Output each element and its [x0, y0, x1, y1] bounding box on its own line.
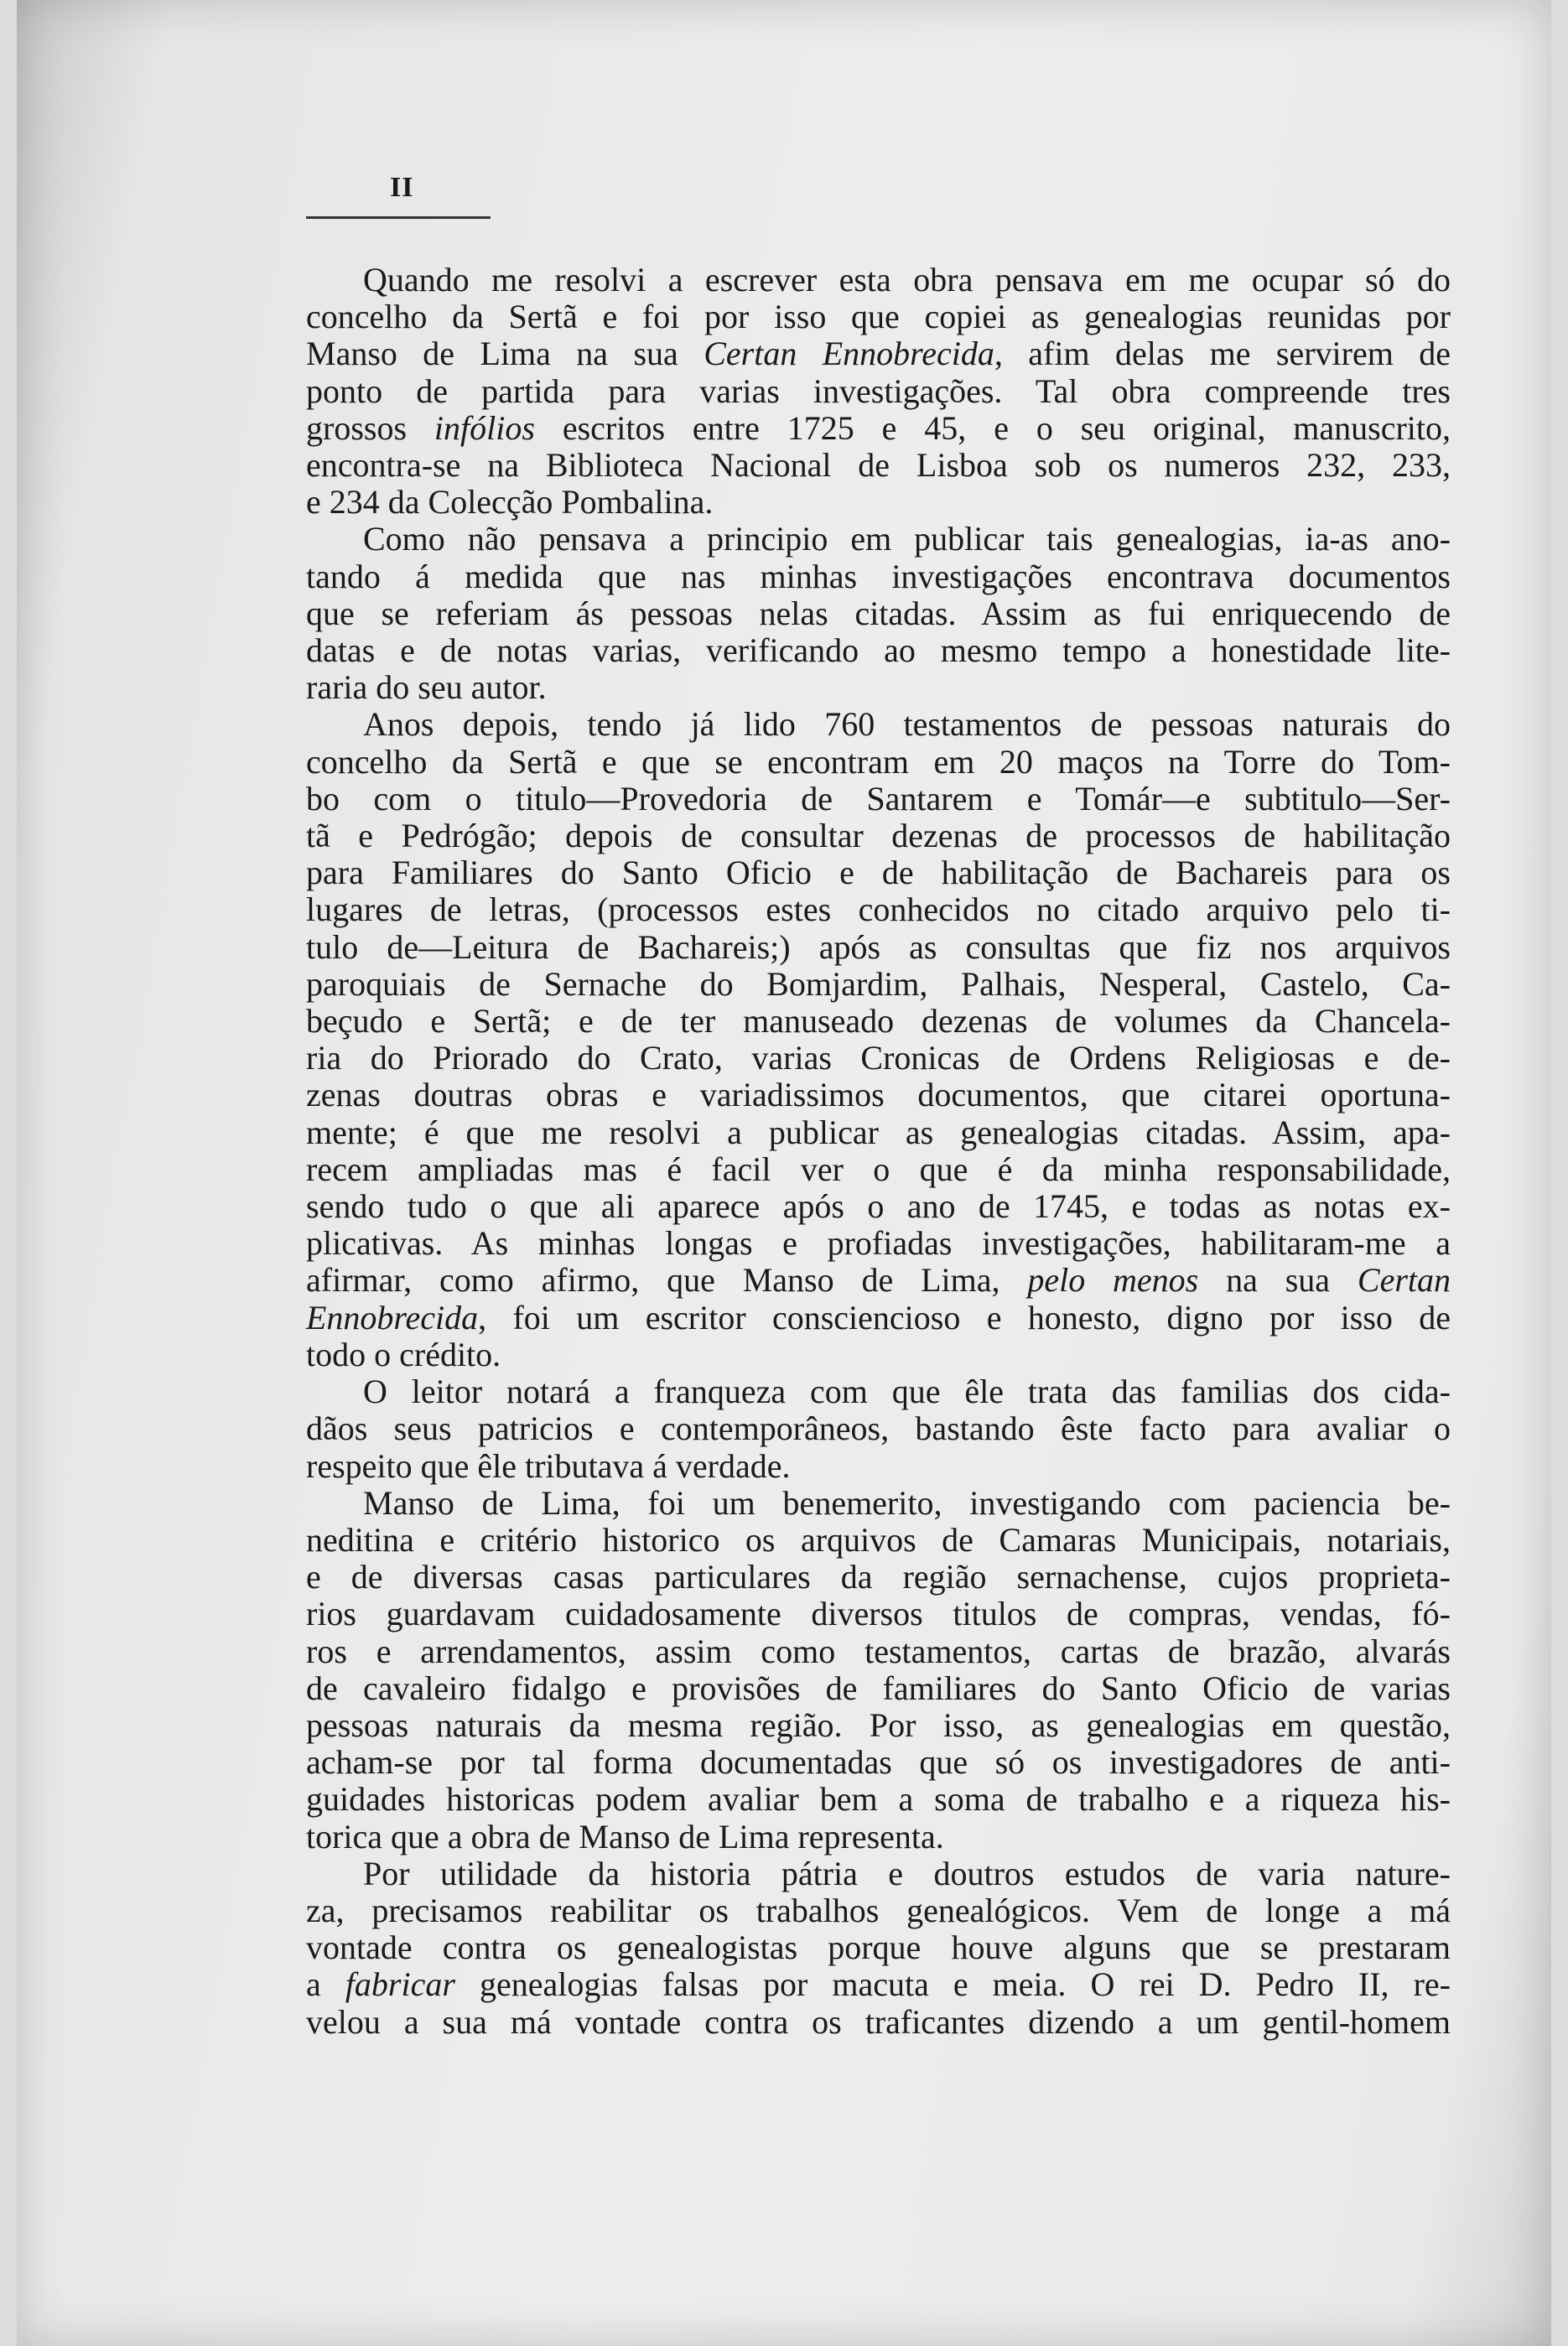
text-line — [306, 1781, 1451, 1818]
text-line — [306, 1670, 1451, 1707]
text-line — [306, 1114, 1451, 1151]
text-line — [306, 262, 1451, 298]
text-line — [306, 1262, 1451, 1299]
text-line — [306, 1225, 1451, 1262]
text-run: mente; é que me resolvi a publicar as genealogias citadas. Assim, apa- — [306, 1113, 1451, 1151]
text-line — [306, 706, 1451, 743]
italic-text: Certan Ennobrecida — [704, 335, 994, 373]
text-line — [306, 817, 1451, 854]
text-run: a — [306, 1965, 345, 2004]
text-run: Anos depois, tendo já lido 760 testamentos de pessoas naturais do — [363, 705, 1451, 744]
text-run: que se referiam ás pessoas nelas citadas. Assim as fui enriquecendo de — [306, 594, 1451, 632]
text-run: sendo tudo o que ali aparece após o ano de 1745, e todas as notas ex- — [306, 1187, 1451, 1226]
text-run: guidades historicas podem avaliar bem a soma de trabalho e a riqueza his- — [306, 1780, 1451, 1819]
text-run: , afim delas me servirem de — [994, 335, 1451, 373]
text-line — [306, 1929, 1451, 1966]
text-run: ria do Priorado do Crato, varias Cronicas de Ordens Religiosas e de- — [306, 1039, 1451, 1077]
text-run: de cavaleiro fidalgo e provisões de familiares do Santo Oficio de varias — [306, 1669, 1451, 1707]
text-line — [306, 298, 1451, 335]
text-run: za, precisamos reabilitar os trabalhos genealógicos. Vem de longe a má — [306, 1891, 1451, 1929]
text-run: encontra-se na Biblioteca Nacional de Lisboa sob os numeros 232, 233, — [306, 446, 1451, 485]
text-run: ros e arrendamentos, assim como testamentos, cartas de brazão, alvarás — [306, 1632, 1451, 1670]
text-line — [306, 966, 1451, 1003]
italic-text: Ennobrecida — [306, 1298, 479, 1336]
text-run: todo o crédito. — [306, 1335, 501, 1373]
text-run: genealogias falsas por macuta e meia. O rei D. Pedro II, re- — [454, 1965, 1451, 2004]
text-run: pessoas naturais da mesma região. Por isso, as genealogias em questão, — [306, 1705, 1451, 1744]
text-run: rios guardavam cuidadosamente diversos titulos de compras, vendas, fó- — [306, 1595, 1451, 1633]
text-line — [306, 1300, 1451, 1336]
text-line — [306, 335, 1451, 372]
text-line — [306, 2004, 1451, 2041]
text-run: ponto de partida para varias investigações. Tal obra compreende tres — [306, 371, 1451, 410]
text-run: afirmar, como afirmo, que Manso de Lima, — [306, 1261, 1028, 1300]
text-run: dãos seus patricios e contemporâneos, bastando êste facto para avaliar o — [306, 1409, 1451, 1448]
text-line — [306, 595, 1451, 632]
text-run: concelho da Sertã e foi por isso que copiei as genealogias reunidas por — [306, 298, 1451, 336]
text-line — [306, 1522, 1451, 1559]
text-line — [306, 854, 1451, 891]
text-line — [306, 1188, 1451, 1225]
text-run: Manso de Lima na sua — [306, 335, 704, 373]
text-line — [306, 410, 1451, 447]
text-line — [306, 1596, 1451, 1632]
text-line — [306, 1077, 1451, 1113]
page-number: II — [390, 172, 414, 203]
text-line — [306, 1633, 1451, 1670]
text-run: para Familiares do Santo Oficio e de habilitação de Bachareis para os — [306, 854, 1451, 892]
text-run: O leitor notará a franqueza com que êle trata das familias dos cida- — [363, 1373, 1451, 1411]
text-line — [306, 669, 1451, 706]
text-line — [306, 1559, 1451, 1596]
text-run: neditina e critério historico os arquivos de Camaras Municipais, notariais, — [306, 1520, 1451, 1559]
text-run: Como não pensava a principio em publicar tais genealogias, ia-as ano- — [363, 520, 1451, 558]
body-text — [306, 262, 1451, 2041]
text-line — [306, 1819, 1451, 1856]
text-run: Por utilidade da historia pátria e doutros estudos de varia nature- — [363, 1854, 1451, 1892]
text-line — [306, 1003, 1451, 1040]
text-line — [306, 1485, 1451, 1522]
text-run: concelho da Sertã e que se encontram em 20 maços na Torre do Tom- — [306, 742, 1451, 781]
text-run: escritos entre 1725 e 45, e o seu original, manuscrito, — [534, 408, 1451, 447]
text-run: raria do seu autor. — [306, 668, 547, 707]
text-line — [306, 1707, 1451, 1744]
text-line — [306, 632, 1451, 669]
text-line — [306, 929, 1451, 966]
text-run: tando á medida que nas minhas investigações encontrava documentos — [306, 557, 1451, 595]
text-line — [306, 521, 1451, 558]
text-run: datas e de notas varias, verificando ao mesmo tempo a honestidade lite- — [306, 631, 1451, 670]
header-rule — [306, 216, 491, 219]
text-line — [306, 1892, 1451, 1929]
text-line — [306, 558, 1451, 595]
text-line — [306, 744, 1451, 781]
text-run: grossos — [306, 408, 434, 447]
text-line — [306, 1336, 1451, 1373]
text-run: Quando me resolvi a escrever esta obra pensava em me ocupar só do — [363, 261, 1451, 298]
italic-text: infólios — [434, 408, 535, 447]
text-line — [306, 1373, 1451, 1410]
text-run: acham-se por tal forma documentadas que só os investigadores de anti- — [306, 1743, 1451, 1782]
text-run: tã e Pedrógão; depois de consultar dezenas de processos de habilitação — [306, 817, 1451, 855]
text-run: tulo de—Leitura de Bachareis;) após as consultas que fiz nos arquivos — [306, 927, 1451, 966]
text-line — [306, 484, 1451, 521]
text-run: , foi um escritor consciencioso e honesto, digno por isso de — [478, 1298, 1451, 1336]
text-run: lugares de letras, (processos estes conhecidos no citado arquivo pelo ti- — [306, 890, 1451, 929]
text-run: plicativas. As minhas longas e profiadas investigações, habilitaram-me a — [306, 1224, 1451, 1263]
text-run: velou a sua má vontade contra os traficantes dizendo a um gentil-homem — [306, 2002, 1451, 2041]
text-run: recem ampliadas mas é facil ver o que é da minha responsabilidade, — [306, 1150, 1451, 1188]
text-run: bo com o titulo—Provedoria de Santarem e Tomár—e subtitulo—Ser- — [306, 779, 1451, 817]
text-line — [306, 1040, 1451, 1077]
text-line — [306, 373, 1451, 410]
italic-text: Certan — [1357, 1261, 1451, 1300]
italic-text: fabricar — [345, 1965, 455, 2004]
text-line — [306, 1151, 1451, 1188]
text-line — [306, 1966, 1451, 2003]
text-run: zenas doutras obras e variadissimos documentos, que citarei oportuna- — [306, 1076, 1451, 1114]
text-line — [306, 781, 1451, 817]
text-line — [306, 1856, 1451, 1892]
italic-text: pelo menos — [1027, 1261, 1199, 1300]
text-run: torica que a obra de Manso de Lima representa. — [306, 1817, 944, 1856]
text-line — [306, 1744, 1451, 1781]
text-run: Manso de Lima, foi um benemerito, investigando com paciencia be- — [363, 1483, 1451, 1522]
text-run: beçudo e Sertã; e de ter manuseado dezenas de volumes da Chancela- — [306, 1002, 1451, 1041]
text-run: na sua — [1198, 1261, 1358, 1300]
text-run: e 234 da Colecção Pombalina. — [306, 483, 714, 522]
text-run: e de diversas casas particulares da região sernachense, cujos proprieta- — [306, 1558, 1451, 1596]
text-line — [306, 891, 1451, 928]
text-line — [306, 1448, 1451, 1485]
text-line — [306, 447, 1451, 484]
text-run: paroquiais de Sernache do Bomjardim, Palhais, Nesperal, Castelo, Ca- — [306, 964, 1451, 1003]
page-sheet — [17, 0, 1551, 2346]
text-line — [306, 1410, 1451, 1447]
text-run: vontade contra os genealogistas porque houve alguns que se prestaram — [306, 1928, 1451, 1967]
text-run: respeito que êle tributava á verdade. — [306, 1446, 791, 1485]
